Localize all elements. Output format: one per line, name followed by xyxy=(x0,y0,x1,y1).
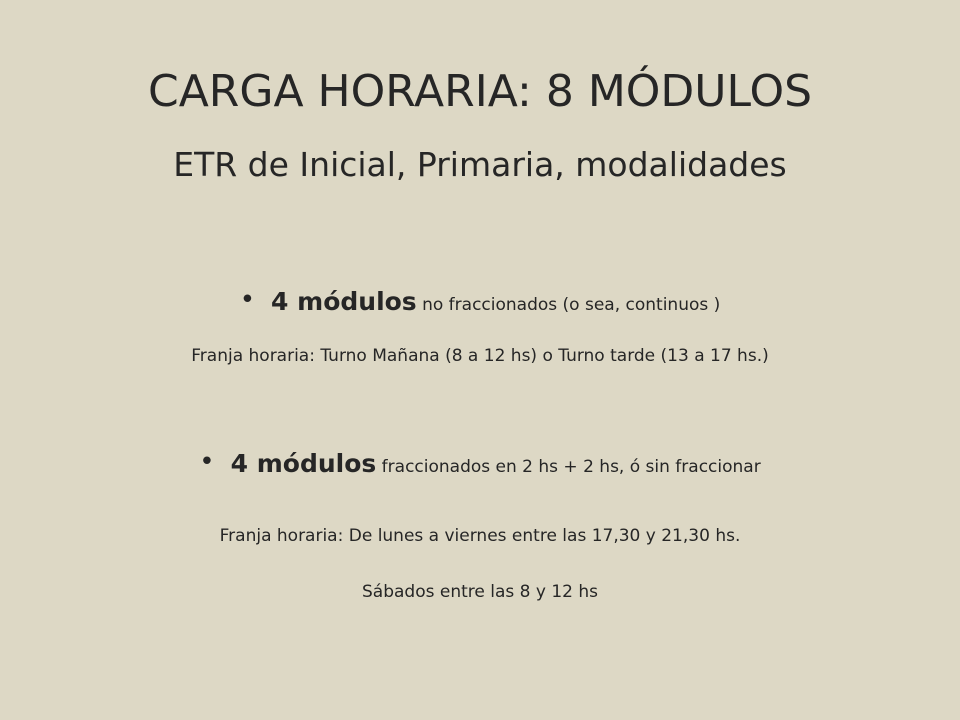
bullet-1-detail-1: Franja horaria: Turno Mañana (8 a 12 hs) o Turno tarde (13 a 17 hs.) xyxy=(191,346,769,366)
bullet-text: fraccionados en 2 hs + 2 hs, ó sin fraccionar xyxy=(376,457,761,477)
slide-title: CARGA HORARIA: 8 MÓDULOS xyxy=(147,66,813,117)
bullet-2-detail-2: Sábados entre las 8 y 12 hs xyxy=(362,582,598,602)
bullet-bold-text: 4 módulos xyxy=(230,449,377,478)
bullet-2-detail-1: Franja horaria: De lunes a viernes entre las 17,30 y 21,30 hs. xyxy=(219,526,741,546)
slide-subtitle: ETR de Inicial, Primaria, modalidades xyxy=(173,145,787,184)
bullet-item-2 xyxy=(0,442,960,487)
bullet-item-1 xyxy=(0,280,960,325)
bullet-bold-text: 4 módulos xyxy=(271,287,417,316)
bullet-text: no fraccionados (o sea, continuos ) xyxy=(416,295,721,315)
bullet-dot-icon: • xyxy=(239,285,256,315)
bullet-dot-icon: • xyxy=(199,447,215,477)
